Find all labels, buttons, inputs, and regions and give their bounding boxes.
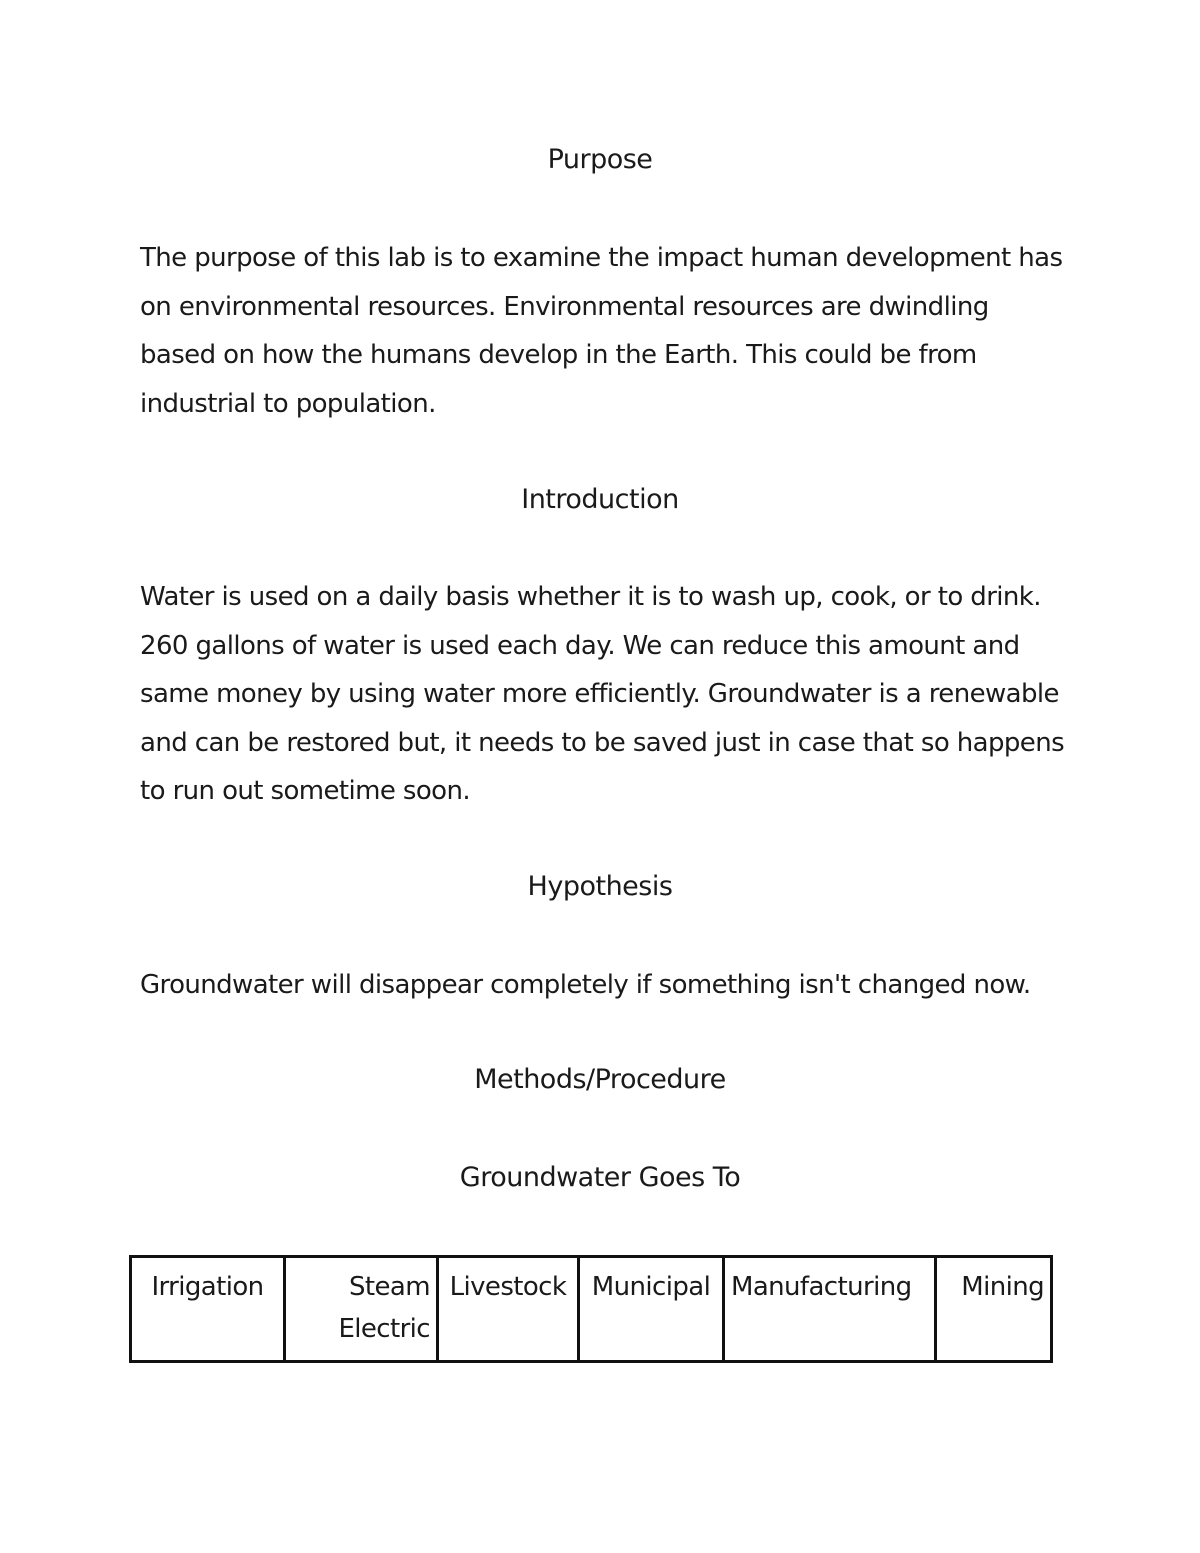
table-cell-livestock: Livestock — [438, 1257, 579, 1362]
purpose-heading: Purpose — [547, 144, 653, 175]
table-cell-mining: Mining — [936, 1257, 1052, 1362]
table-row — [131, 1257, 1052, 1362]
table-cell-municipal: Municipal — [579, 1257, 724, 1362]
table-cell-irrigation: Irrigation — [131, 1257, 285, 1362]
purpose-paragraph: The purpose of this lab is to examine the impact human development has on environmental resources. Environmental resources are dwindling based on how the humans develop in the Earth. This could be from industrial to population. — [140, 243, 1063, 419]
methods-heading: Methods/Procedure — [474, 1064, 726, 1095]
hypothesis-paragraph: Groundwater will disappear completely if something isn't changed now. — [140, 970, 1031, 1000]
groundwater-uses-table — [129, 1255, 1053, 1363]
table-cell-manufacturing: Manufacturing — [724, 1257, 936, 1362]
introduction-paragraph: Water is used on a daily basis whether it is to wash up, cook, or to drink. 260 gallons of water is used each day. We can reduce this amount and same money by using water more efficiently. Groundwater is a renewable and can be restored but, it needs to be saved just in case that so happens to run out sometime soon. — [140, 582, 1065, 806]
table-cell-steam-electric: Steam Electric — [285, 1257, 438, 1362]
introduction-heading: Introduction — [521, 484, 679, 515]
table-title: Groundwater Goes To — [459, 1162, 741, 1193]
hypothesis-heading: Hypothesis — [527, 871, 673, 902]
